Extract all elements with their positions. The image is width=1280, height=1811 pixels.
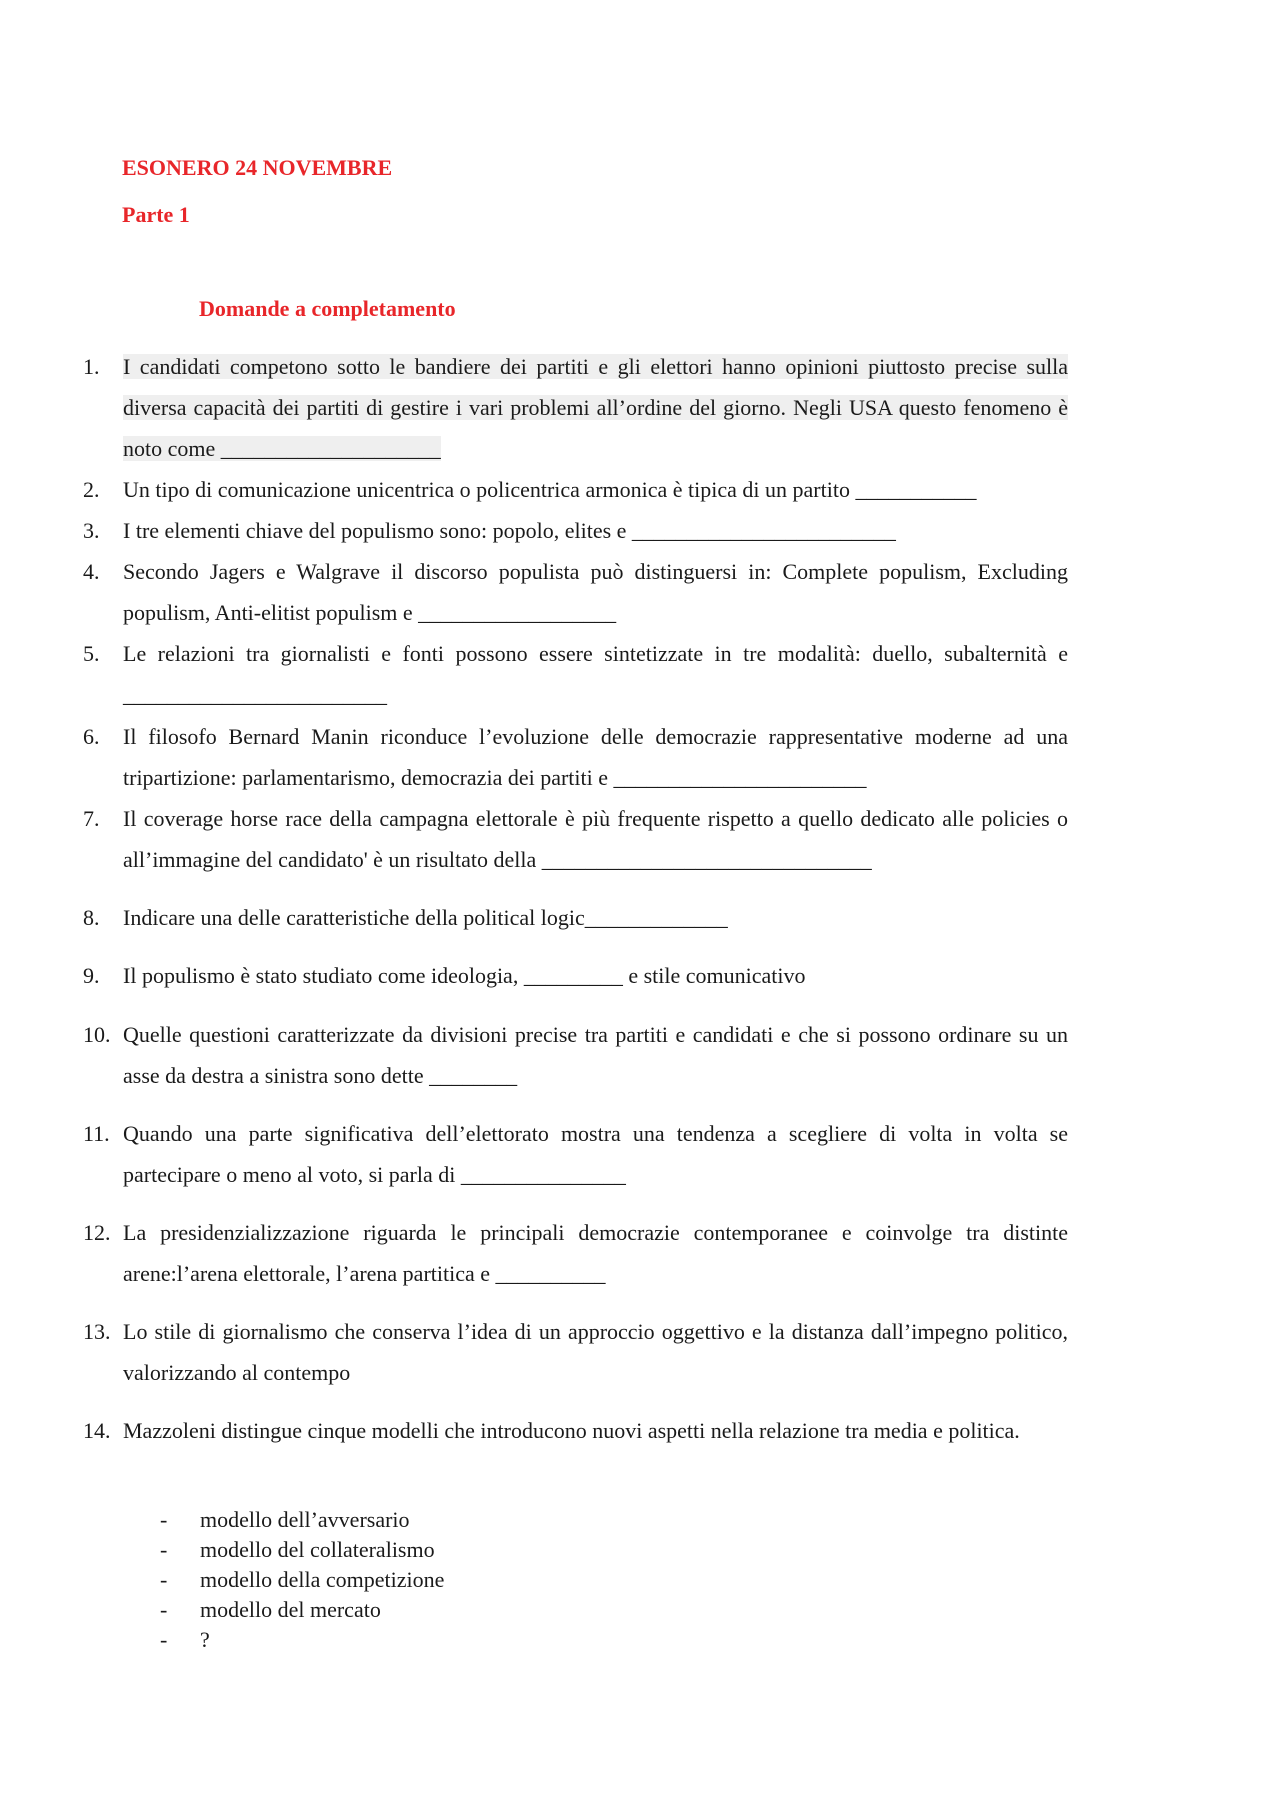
question-text: I candidati competono sotto le bandiere dei partiti e gli elettori hanno opinioni piuttosto precise sulla diversa capacità dei partiti di gestire i vari problemi all’ordine del giorno. Negli USA questo fenomeno è noto come ____________________ xyxy=(123,354,1068,461)
list-item xyxy=(160,1535,444,1565)
question-item xyxy=(83,1212,1068,1294)
question-text: La presidenzializzazione riguarda le principali democrazie contemporanee e coinvolge tra distinte arene:l’arena elettorale, l’arena partitica e __________ xyxy=(123,1220,1068,1286)
list-item xyxy=(160,1505,444,1535)
question-item xyxy=(83,633,1068,715)
question-number: 8. xyxy=(83,905,100,930)
question-number: 1. xyxy=(83,354,100,379)
question-text: Indicare una delle caratteristiche della political logic_____________ xyxy=(123,905,728,930)
question-item xyxy=(83,469,1068,510)
list-item xyxy=(160,1565,444,1595)
question-number: 3. xyxy=(83,518,100,543)
document-title: ESONERO 24 NOVEMBRE xyxy=(122,155,393,180)
question-text: Un tipo di comunicazione unicentrica o policentrica armonica è tipica di un partito ___________ xyxy=(123,477,977,502)
question-item xyxy=(83,955,1068,996)
question-text: Il filosofo Bernard Manin riconduce l’evoluzione delle democrazie rappresentative moderne ad una tripartizione: parlamentarismo, democrazia dei partiti e _______________________ xyxy=(123,724,1068,790)
question-number: 6. xyxy=(83,724,100,749)
list-item xyxy=(160,1595,444,1625)
question-item xyxy=(83,1410,1068,1451)
question-number: 14. xyxy=(83,1418,111,1443)
question-text: Quelle questioni caratterizzate da divisioni precise tra partiti e candidati e che si possono ordinare su un asse da destra a sinistra sono dette ________ xyxy=(123,1022,1068,1088)
part-heading: Parte 1 xyxy=(122,202,190,227)
question-number: 11. xyxy=(83,1121,110,1146)
list-dash: - xyxy=(160,1627,168,1652)
question-number: 7. xyxy=(83,806,100,831)
question-item xyxy=(83,897,1068,938)
model-text: modello del mercato xyxy=(200,1597,381,1622)
question-item xyxy=(83,1014,1068,1096)
question-item xyxy=(83,1113,1068,1195)
question-item xyxy=(83,551,1068,633)
models-list xyxy=(160,1505,444,1655)
question-text: Secondo Jagers e Walgrave il discorso populista può distinguersi in: Complete populism, Excluding populism, Anti-elitist populism e __________________ xyxy=(123,559,1068,625)
model-text: modello del collateralismo xyxy=(200,1537,435,1562)
question-number: 2. xyxy=(83,477,100,502)
list-dash: - xyxy=(160,1567,168,1592)
model-text: modello dell’avversario xyxy=(200,1507,410,1532)
list-dash: - xyxy=(160,1597,168,1622)
question-text: Mazzoleni distingue cinque modelli che introducono nuovi aspetti nella relazione tra media e politica. xyxy=(123,1418,1020,1443)
question-number: 4. xyxy=(83,559,100,584)
question-item xyxy=(83,1311,1068,1393)
question-item xyxy=(83,716,1068,798)
question-text-wrapper xyxy=(123,346,1068,469)
question-item xyxy=(83,510,1068,551)
question-number: 9. xyxy=(83,963,100,988)
question-text: Quando una parte significativa dell’elettorato mostra una tendenza a scegliere di volta in volta se partecipare o meno al voto, si parla di _______________ xyxy=(123,1121,1068,1187)
question-number: 12. xyxy=(83,1220,111,1245)
list-item xyxy=(160,1625,444,1655)
model-text: modello della competizione xyxy=(200,1567,445,1592)
list-dash: - xyxy=(160,1507,168,1532)
question-item xyxy=(83,798,1068,880)
question-number: 13. xyxy=(83,1319,111,1344)
question-number: 5. xyxy=(83,641,100,666)
list-dash: - xyxy=(160,1537,168,1562)
question-text: Lo stile di giornalismo che conserva l’idea di un approccio oggettivo e la distanza dall’impegno politico, valorizzando al contempo xyxy=(123,1319,1068,1385)
question-text: Le relazioni tra giornalisti e fonti possono essere sintetizzate in tre modalità: duello, subalternità e ________________________ xyxy=(123,641,1068,707)
question-text: I tre elementi chiave del populismo sono: popolo, elites e ________________________ xyxy=(123,518,896,543)
question-text: Il populismo è stato studiato come ideologia, _________ e stile comunicativo xyxy=(123,963,806,988)
question-number: 10. xyxy=(83,1022,111,1047)
model-text: ? xyxy=(200,1627,210,1652)
question-text: Il coverage horse race della campagna elettorale è più frequente rispetto a quello dedicato alle policies o all’immagine del candidato' è un risultato della ______________________________ xyxy=(123,806,1068,872)
section-heading: Domande a completamento xyxy=(199,296,456,321)
question-item xyxy=(83,346,1068,469)
